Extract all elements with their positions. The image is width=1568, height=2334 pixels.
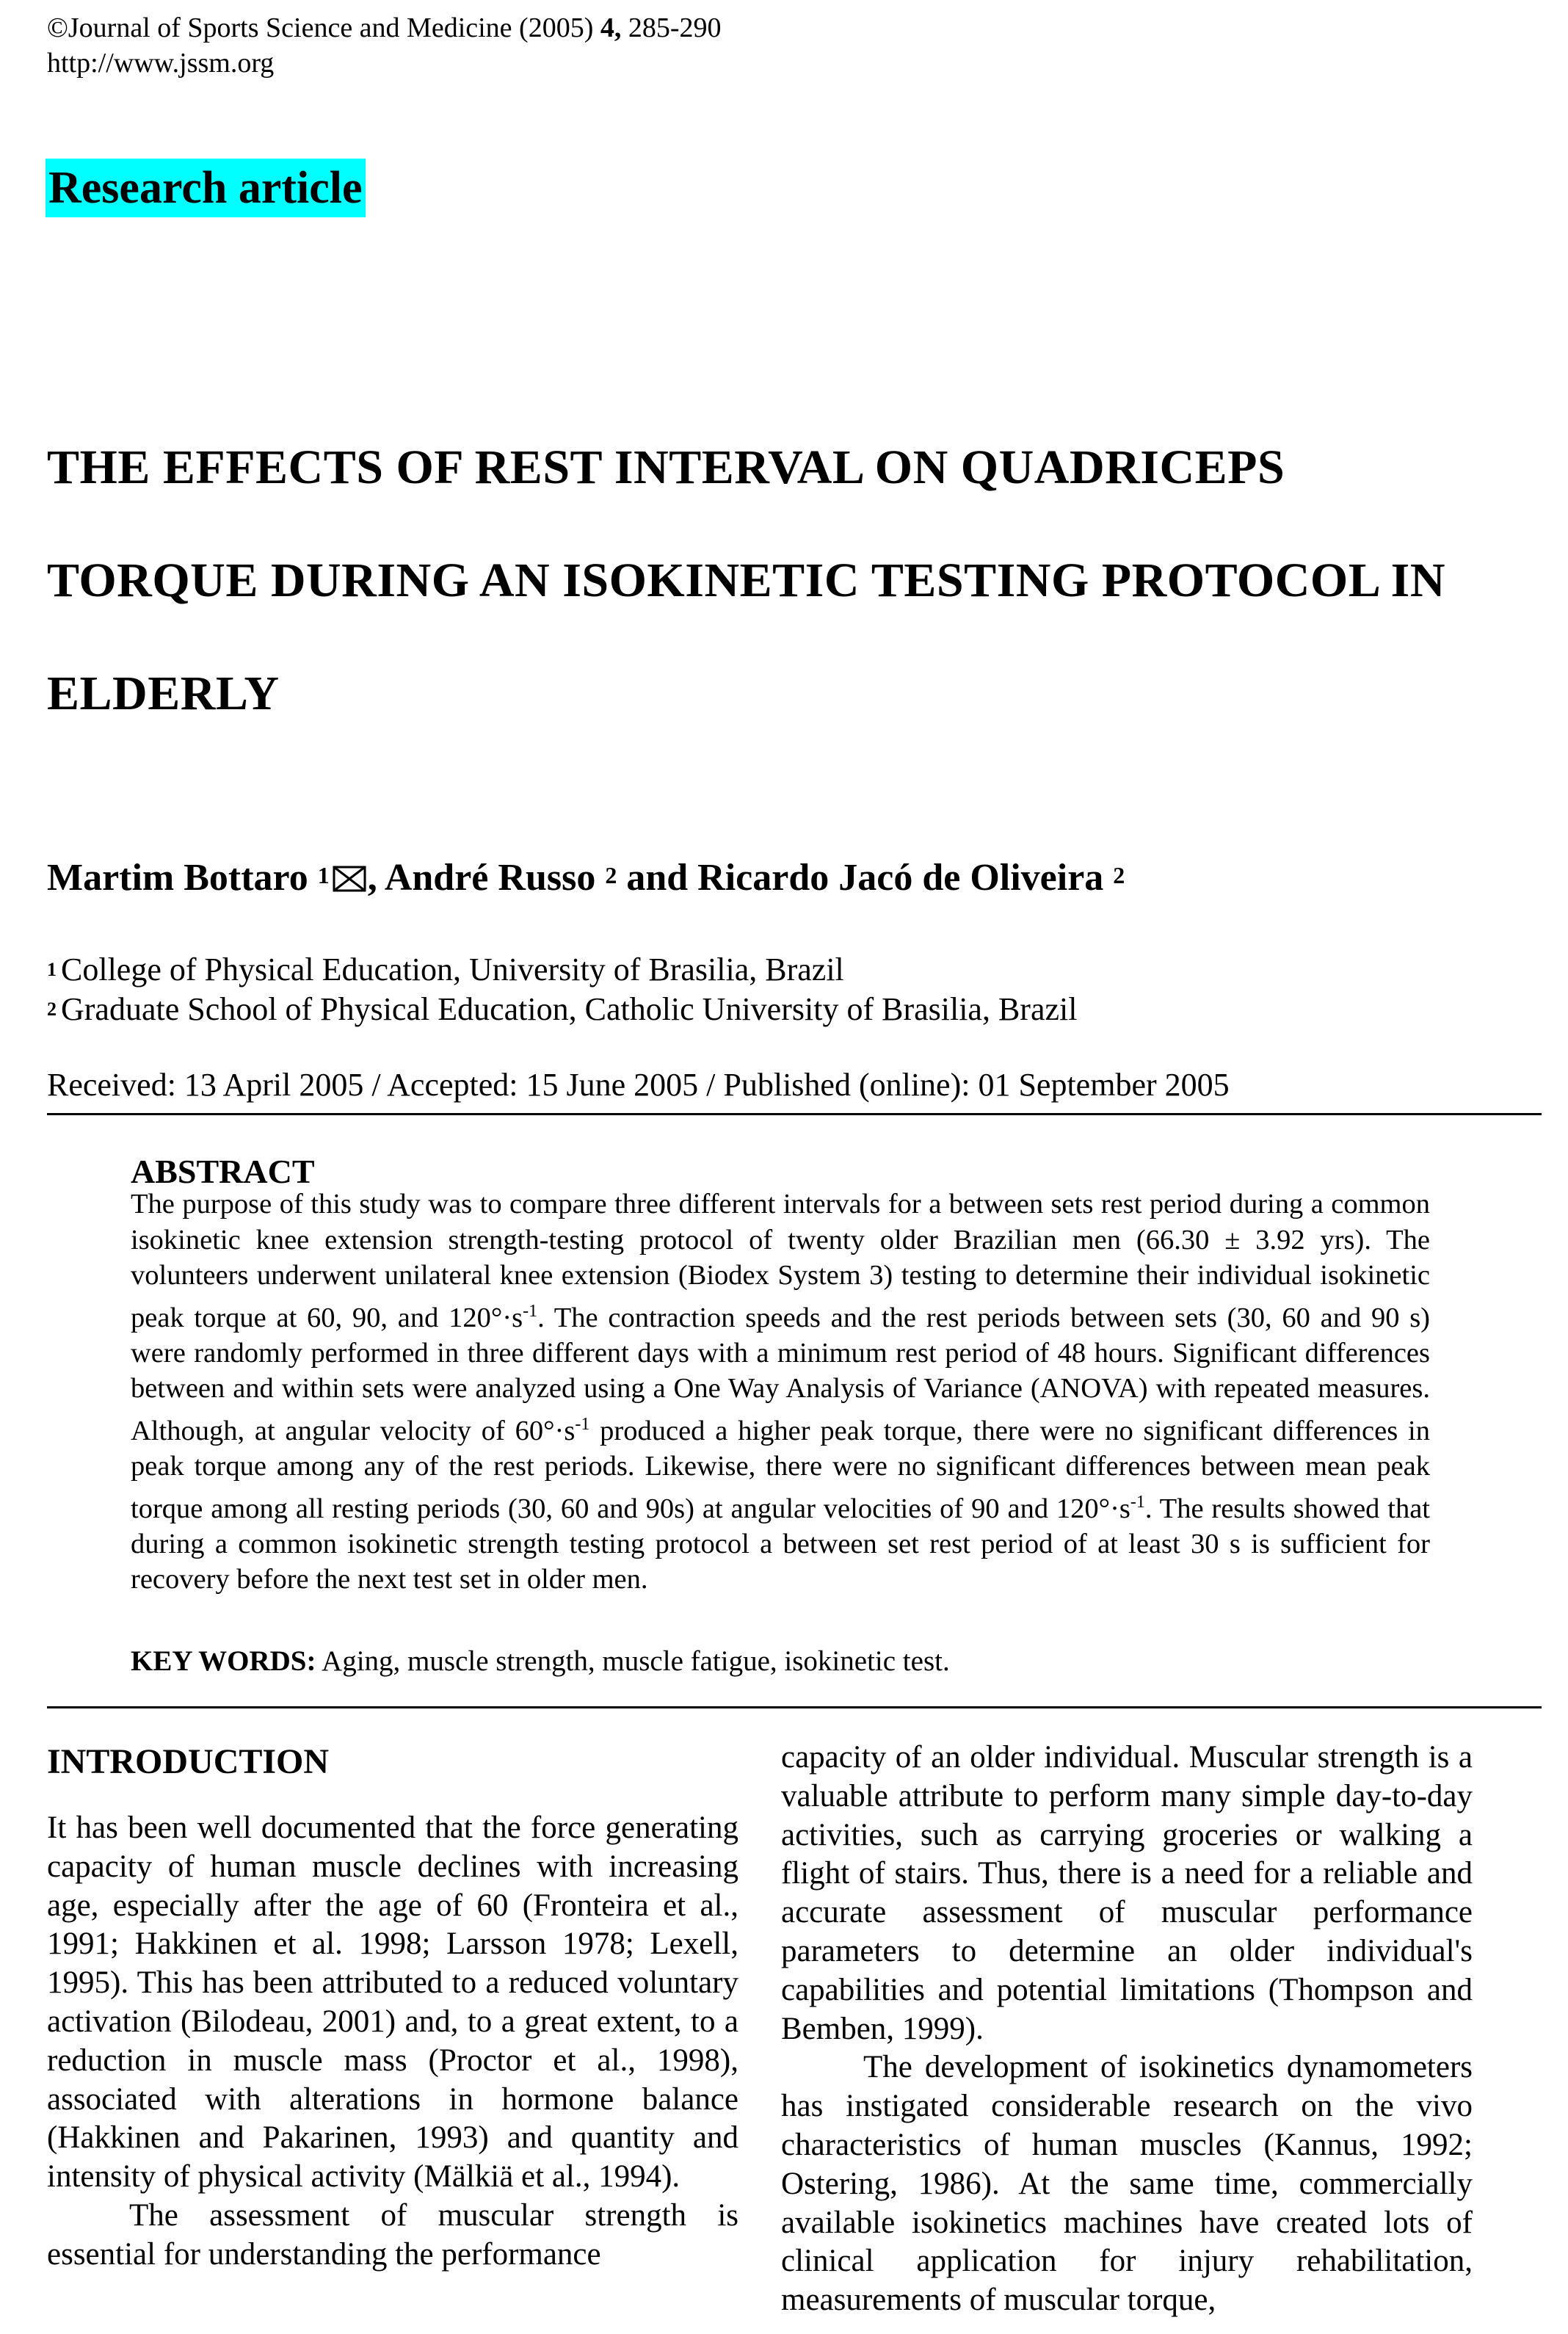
envelope-icon[interactable] bbox=[333, 855, 366, 907]
journal-header bbox=[47, 10, 722, 81]
journal-url[interactable]: http://www.jssm.org bbox=[47, 48, 275, 79]
journal-citation: ©Journal of Sports Science and Medicine (2005) 4, 285-290 bbox=[47, 12, 722, 43]
affiliation: $^1$ College of Physical Education, University of Brasilia, Brazil bbox=[47, 952, 844, 987]
paragraph: The development of isokinetics dynamometers has instigated considerable research on the vivo characteristics of human muscles (Kannus, 1992; Ostering, 1986). At the same time, commercially available isokinetics machines have created lots of clinical application for injury rehabilitation, measurements of muscular torque, bbox=[781, 2050, 1473, 2318]
author-name: , André Russo bbox=[367, 857, 596, 899]
body-column-right bbox=[781, 1739, 1473, 2320]
publication-dates: Received: 13 April 2005 / Accepted: 15 June 2005 / Published (online): 01 September 2005 bbox=[47, 1067, 1230, 1103]
section-heading: INTRODUCTION bbox=[47, 1742, 330, 1781]
title-line: ELDERLY bbox=[47, 667, 280, 720]
divider bbox=[47, 1706, 1542, 1708]
affiliation: $^2$ Graduate School of Physical Education, Catholic University of Brasilia, Brazil bbox=[47, 991, 1078, 1027]
keywords: KEY WORDS: Aging, muscle strength, muscle fatigue, isokinetic test. bbox=[131, 1645, 950, 1677]
author-list: Martim Bottaro $^1$ , André Russo $^2$ and Ricardo Jacó de Oliveira $^2$ bbox=[47, 852, 1125, 907]
abstract-heading: ABSTRACT bbox=[131, 1153, 315, 1190]
author-name: and Ricardo Jacó de Oliveira bbox=[617, 857, 1104, 899]
paragraph: The assessment of muscular strength is essential for understanding the performance bbox=[47, 2197, 738, 2272]
abstract-text: The purpose of this study was to compare three different intervals for a between sets rest period during a common isokinetic knee extension strength-testing protocol of twenty older Brazilian men (66.30 ± 3.92 yrs). The volunteers underwent unilateral knee extension (Biodex System 3) testing to determine their individual isokinetic peak torque at 60, 90, and $120^\circ\cdot s^{-1}$. The contraction speeds and the rest periods between sets (30, 60 and 90 s) were randomly performed in three different days with a minimum rest period of 48 hours. Significant differences between and within sets were analyzed using a One Way Analysis of Variance (ANOVA) with repeated measures. Although, at angular velocity of $60^\circ\cdot s^{-1}$ produced a higher peak torque, there were no significant differences in peak torque among any of the rest periods. Likewise, there were no significant differences between mean peak torque among all resting periods (30, 60 and 90s) at angular velocities of 90 and $120^\circ\cdot s^{-1}$. The results showed that during a common isokinetic strength testing protocol a between set rest period of at least 30 s is sufficient for recovery before the next test set in older men. bbox=[131, 1189, 1430, 1595]
title-line: TORQUE DURING AN ISOKINETIC TESTING PROTOCOL IN bbox=[47, 554, 1445, 607]
paragraph: It has been well documented that the force generating capacity of human muscle declines with increasing age, especially after the age of 60 (Fronteira et al., 1991; Hakkinen et al. 1998; Larsson 1978; Lexell, 1995). This has been attributed to a reduced voluntary activation (Bilodeau, 2001) and, to a great extent, to a reduction in muscle mass (Proctor et al., 1998), associated with alterations in hormone balance (Hakkinen and Pakarinen, 1993) and quantity and intensity of physical activity (Mälkiä et al., 1994). bbox=[47, 1811, 738, 2195]
author-name: Martim Bottaro bbox=[47, 857, 308, 899]
title-line: THE EFFECTS OF REST INTERVAL ON QUADRICEPS bbox=[47, 441, 1285, 494]
article-type-label: Research article bbox=[46, 159, 366, 217]
body-column-left bbox=[47, 1809, 738, 2275]
divider bbox=[47, 1113, 1542, 1115]
article-title bbox=[47, 411, 1530, 750]
paragraph: capacity of an older individual. Muscular strength is a valuable attribute to perform many simple day-to-day activities, such as carrying groceries or walking a flight of stairs. Thus, there is a need for a reliable and accurate assessment of muscular performance parameters to determine an older individual's capabilities and potential limitations (Thompson and Bemben, 1999). bbox=[781, 1740, 1473, 2046]
